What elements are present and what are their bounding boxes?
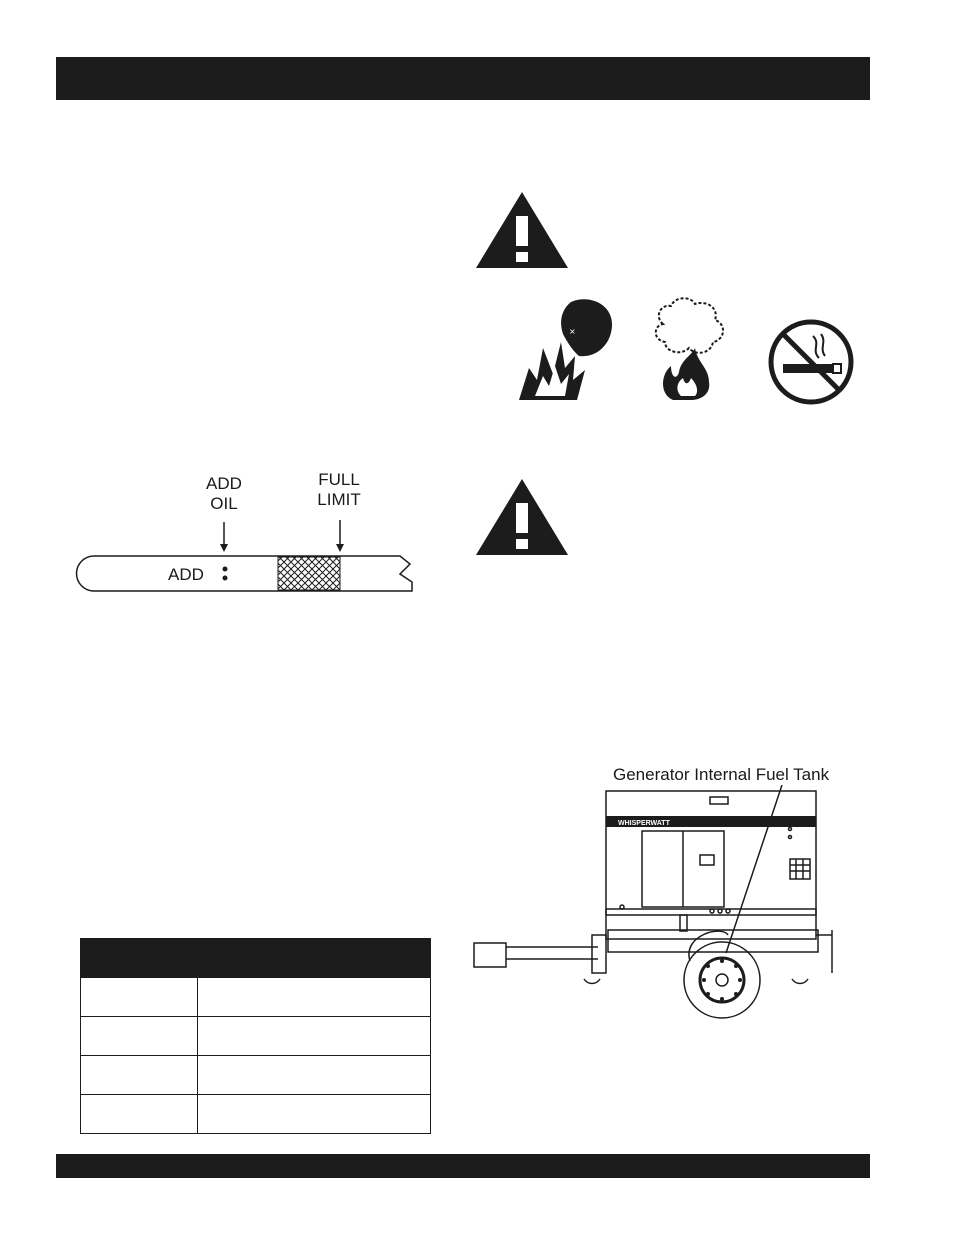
table-cell (198, 978, 431, 1017)
table-header-cell (198, 939, 431, 978)
dipstick-add-text: ADD (168, 565, 204, 584)
fire-smoke-icon (656, 298, 723, 400)
footer-bar (56, 1154, 870, 1178)
table-row (81, 1095, 431, 1134)
table-cell (198, 1017, 431, 1056)
table-cell (81, 978, 198, 1017)
warning-triangle-icon (474, 477, 570, 557)
full-limit-label (304, 470, 374, 510)
table-cell (198, 1095, 431, 1134)
table-header-row (81, 939, 431, 978)
table-row (81, 1056, 431, 1095)
dipstick-diagram (74, 520, 419, 598)
full-limit-label-line2: LIMIT (317, 490, 361, 509)
add-oil-label-line2: OIL (210, 494, 238, 513)
fuel-tank-label: Generator Internal Fuel Tank (613, 765, 830, 784)
spec-table (80, 938, 431, 1134)
add-oil-label (194, 474, 254, 514)
hazard-symbols (515, 296, 860, 406)
table-cell (198, 1056, 431, 1095)
header-bar (56, 57, 870, 100)
add-oil-label-line1: ADD (206, 474, 242, 493)
generator-model-text: 45 (764, 817, 775, 827)
table-header-cell (81, 939, 198, 978)
generator-illustration (472, 785, 844, 1020)
full-limit-label-line1: FULL (318, 470, 360, 489)
table-cell (81, 1017, 198, 1056)
generator-brand-text: WHISPERWATT (618, 820, 670, 827)
svg-text:×: × (569, 327, 576, 336)
no-smoking-icon (771, 322, 851, 402)
table-row (81, 978, 431, 1017)
table-cell (81, 1095, 198, 1134)
table-cell (81, 1056, 198, 1095)
explosion-icon (519, 299, 612, 400)
warning-triangle-icon (474, 190, 570, 270)
table-row (81, 1017, 431, 1056)
